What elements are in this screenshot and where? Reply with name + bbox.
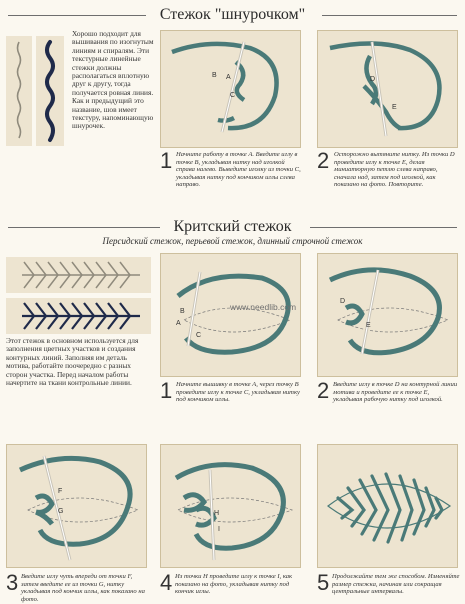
label-c-1: C <box>230 92 236 99</box>
section2-title-text: Критский стежок <box>173 218 292 235</box>
label-b-1: B <box>212 72 217 79</box>
section1-title-text: Стежок "шнурочком" <box>159 6 306 23</box>
section2-step1-number: 1 <box>160 378 173 403</box>
label-g-s2: G <box>58 508 64 515</box>
section2-step2-number: 2 <box>317 378 330 403</box>
label-d-s2: D <box>340 298 346 305</box>
label-c-s2: C <box>196 332 202 339</box>
section2-step5-number: 5 <box>317 570 330 595</box>
section2-subtitle: Персидский стежок, перьевой стежок, длинный строчной стежок <box>102 236 363 246</box>
watermark: www.needlib.com <box>230 302 297 312</box>
label-e-s2: E <box>366 322 371 329</box>
label-b-s2: B <box>180 308 185 315</box>
section2-step4-number: 4 <box>160 570 173 595</box>
section1-step2-text: Осторожно вытяните нитку. Из точки D проведите иглу к точке Е, делая миниатюрную петлю слева направо, сначала над, затем под иголкой, как показано на фото. Повторите. <box>334 151 455 189</box>
section2-step5-text: Продолжайте тем же способом. Изменяйте размер стежка, начиная или сокращая центральные интервалы. <box>332 573 460 596</box>
section2-step1-text: Начните вышивку в точке А, через точку В проведите иглу к точке С, укладывая нитку под кончиком иглы. <box>176 381 300 404</box>
section2-step3-text: Введите иглу чуть впереди от точки F, затем введите ее из точки G, нитку укладывая под кончик иглы, как показано на фото. <box>21 573 145 603</box>
section1-step1-number: 1 <box>160 148 173 173</box>
label-d-2: D <box>370 76 376 83</box>
label-f-s2: F <box>58 488 63 495</box>
label-i-s2: I <box>218 526 220 533</box>
label-e-2: E <box>392 104 397 111</box>
section2-intro: Этот стежок в основном используется для заполнения цветных участков и создания контурных линий. Заполняя им деталь мотива, работайте поочередно с разных сторон участка. Перед началом работы начертите на ткани контрольные линии. <box>6 337 139 388</box>
label-a-s2: A <box>176 320 181 327</box>
section2-step4-text: Из точки Н проведите иглу к точке I, как показано на фото, укладывая нитку под кончик иглы. <box>175 573 293 596</box>
section1-step2-number: 2 <box>317 148 330 173</box>
section2-step2-text: Введите иглу в точке D на контурной линии мотива и проведите ее к точке Е, укладывая рабочую нитку под иголкой. <box>333 381 458 404</box>
section1-step1-text: Начните работу в точке А. Введите иглу в точке В, укладывая нитку над иголкой справа налево. Выведите иголку из точки С, укладывая нитку под кончиком иглы слева направо. <box>176 151 301 189</box>
section2-step3-number: 3 <box>6 570 19 595</box>
label-h-s2: H <box>214 510 220 517</box>
section1-intro: Хорошо подходит для вышивания по изогнутым линиям и спиралям. Эти текстурные линейные стежки должны располагаться вплотную друг к другу, тогда получается ровная линия. Как и предыдущий это название, шов имеет текстуру, напоминающую шнурочек. <box>72 30 154 131</box>
label-a-1: A <box>226 74 231 81</box>
